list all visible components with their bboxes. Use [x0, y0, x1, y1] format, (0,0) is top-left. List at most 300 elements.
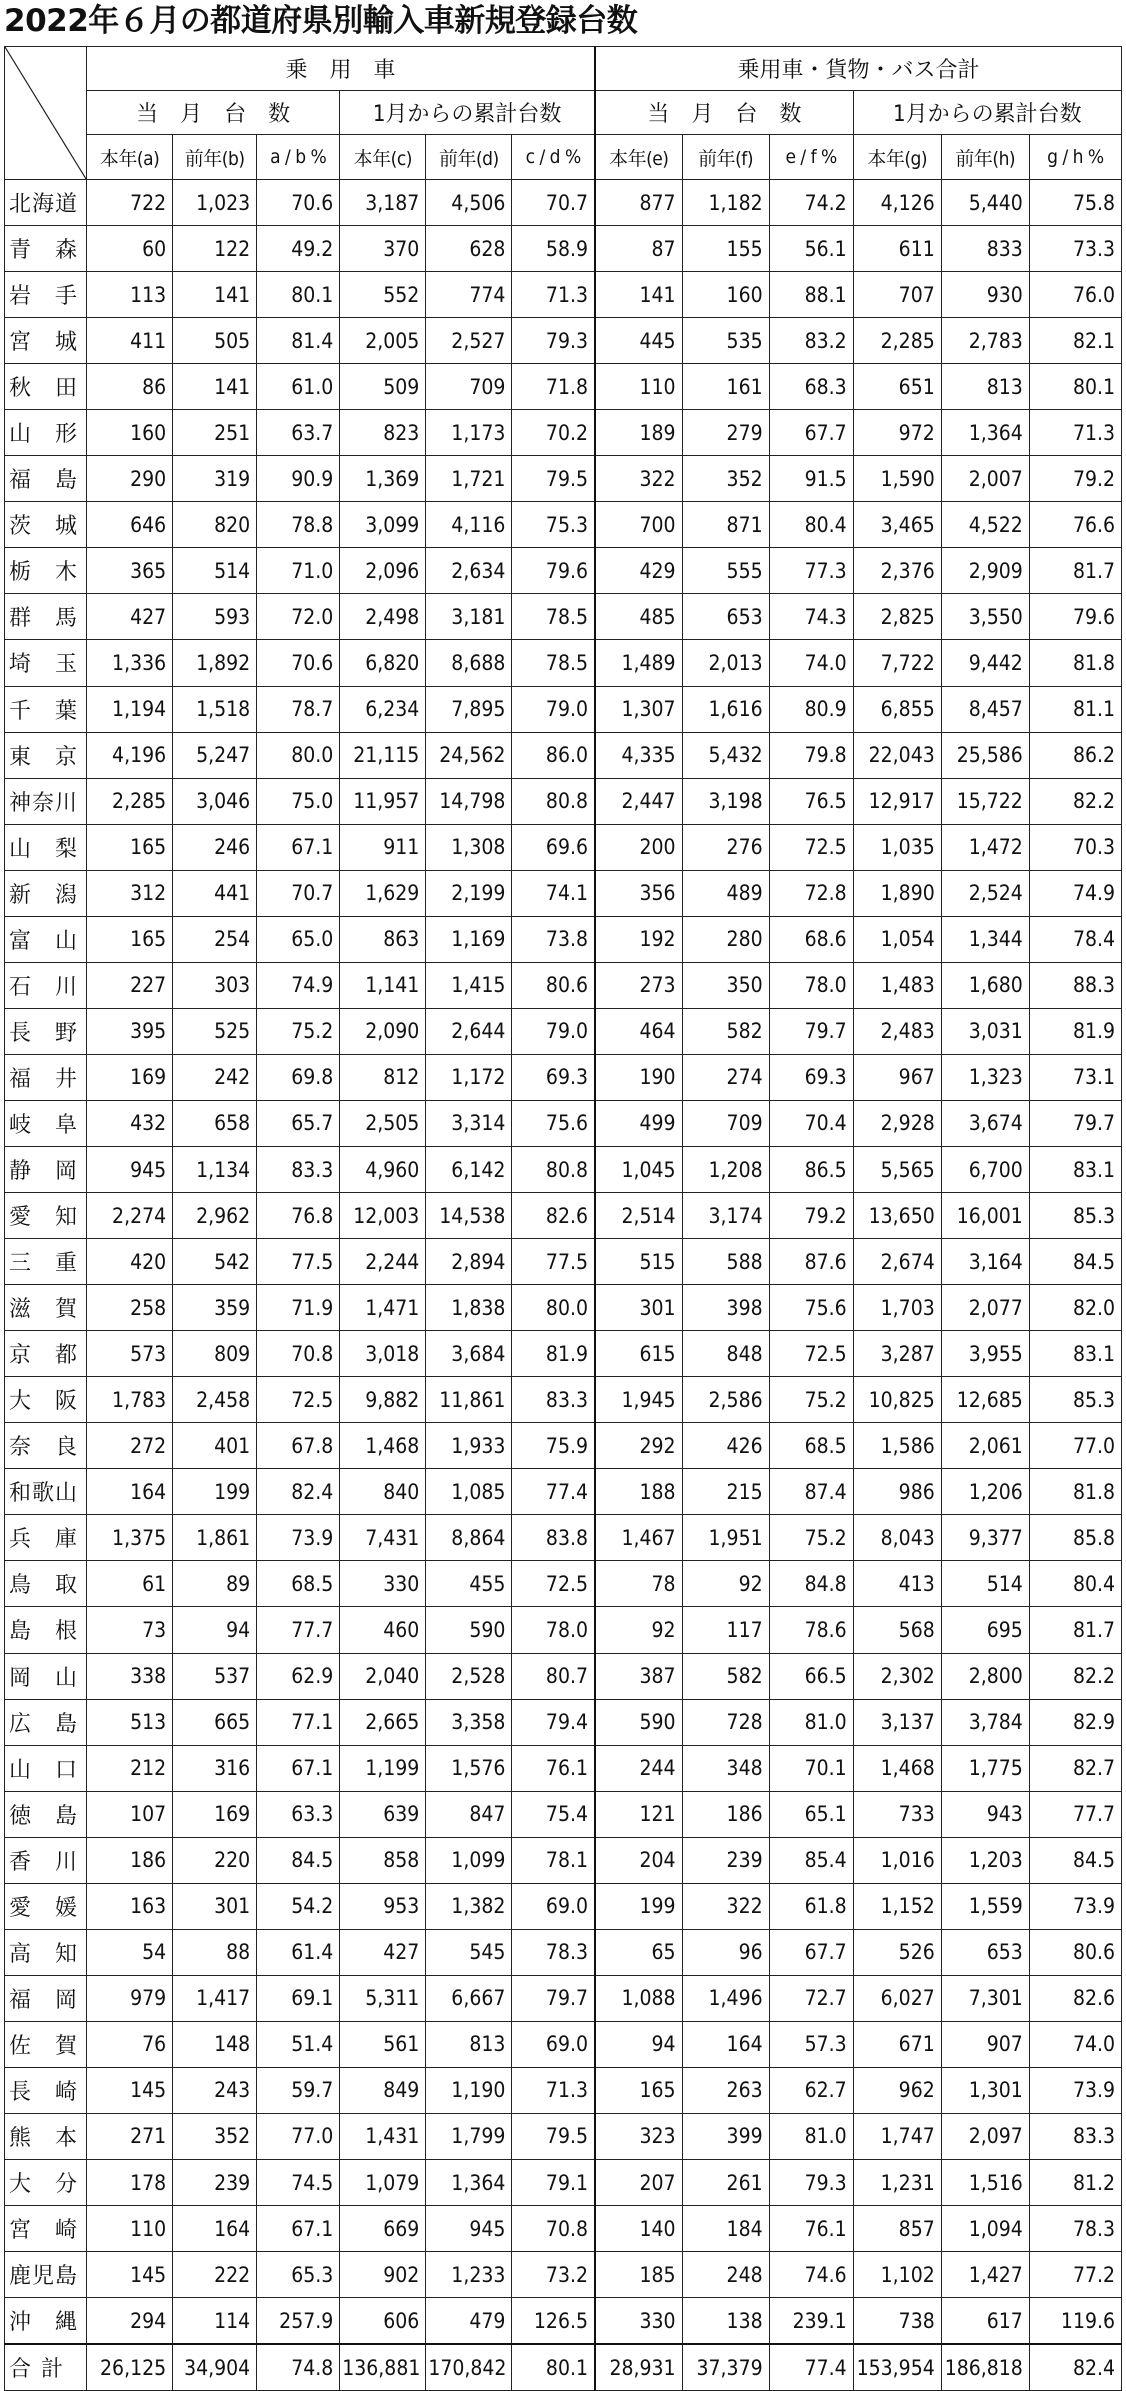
prefecture-cell: 大 分 — [5, 2160, 87, 2206]
value-cell: 74.9 — [1029, 870, 1121, 916]
value-cell: 82.2 — [1029, 1653, 1121, 1699]
value-cell: 728 — [682, 1699, 769, 1745]
value-cell: 1,364 — [941, 410, 1029, 456]
prefecture-cell: 山 口 — [5, 1745, 87, 1791]
value-cell: 79.0 — [512, 1008, 595, 1054]
value-cell: 1,890 — [853, 870, 941, 916]
value-cell: 1,431 — [340, 2113, 426, 2159]
value-cell: 88 — [173, 1929, 257, 1975]
value-cell: 80.9 — [769, 686, 853, 732]
value-cell: 1,415 — [426, 962, 512, 1008]
value-cell: 426 — [682, 1423, 769, 1469]
value-cell: 74.0 — [1029, 2021, 1121, 2067]
value-cell: 294 — [87, 2298, 173, 2345]
value-cell: 395 — [87, 1008, 173, 1054]
table-row — [5, 2067, 1122, 2113]
value-cell: 1,023 — [173, 180, 257, 226]
value-cell: 83.8 — [512, 1515, 595, 1561]
value-cell: 141 — [595, 272, 682, 318]
value-cell: 290 — [87, 456, 173, 502]
value-cell: 78.3 — [512, 1929, 595, 1975]
value-cell: 69.3 — [512, 1054, 595, 1100]
value-cell: 78.8 — [257, 502, 340, 548]
value-cell: 6,855 — [853, 686, 941, 732]
value-cell: 81.8 — [1029, 640, 1121, 686]
value-cell: 1,016 — [853, 1837, 941, 1883]
value-cell: 73.1 — [1029, 1054, 1121, 1100]
prefecture-cell: 鳥 取 — [5, 1561, 87, 1607]
value-cell: 1,468 — [853, 1745, 941, 1791]
value-cell: 820 — [173, 502, 257, 548]
value-cell: 972 — [853, 410, 941, 456]
value-cell: 1,783 — [87, 1377, 173, 1423]
value-cell: 164 — [682, 2021, 769, 2067]
value-cell: 2,090 — [340, 1008, 426, 1054]
value-cell: 2,007 — [941, 456, 1029, 502]
value-cell: 8,688 — [426, 640, 512, 686]
value-cell: 1,085 — [426, 1469, 512, 1515]
value-cell: 1,951 — [682, 1515, 769, 1561]
prefecture-cell: 静 岡 — [5, 1146, 87, 1192]
column-header: g / h % — [1029, 135, 1121, 180]
value-cell: 590 — [426, 1607, 512, 1653]
value-cell: 582 — [682, 1008, 769, 1054]
value-cell: 163 — [87, 1883, 173, 1929]
value-cell: 69.3 — [769, 1054, 853, 1100]
value-cell: 94 — [595, 2021, 682, 2067]
value-cell: 220 — [173, 1837, 257, 1883]
value-cell: 78.7 — [257, 686, 340, 732]
value-cell: 3,046 — [173, 778, 257, 824]
value-cell: 74.6 — [769, 2252, 853, 2298]
value-cell: 967 — [853, 1054, 941, 1100]
value-cell: 271 — [87, 2113, 173, 2159]
table-row — [5, 1285, 1122, 1331]
value-cell: 82.4 — [257, 1469, 340, 1515]
value-cell: 70.8 — [512, 2206, 595, 2252]
table-row — [5, 548, 1122, 594]
column-header: 前年(b) — [173, 135, 257, 180]
value-cell: 2,097 — [941, 2113, 1029, 2159]
table-row — [5, 870, 1122, 916]
table-row — [5, 2206, 1122, 2252]
value-cell: 552 — [340, 272, 426, 318]
value-cell: 67.1 — [257, 824, 340, 870]
value-cell: 81.9 — [512, 1331, 595, 1377]
value-cell: 1,035 — [853, 824, 941, 870]
value-cell: 79.3 — [512, 318, 595, 364]
value-cell: 1,861 — [173, 1515, 257, 1561]
value-cell: 1,933 — [426, 1423, 512, 1469]
value-cell: 6,142 — [426, 1146, 512, 1192]
value-cell: 73.9 — [257, 1515, 340, 1561]
value-cell: 3,287 — [853, 1331, 941, 1377]
value-cell: 34,904 — [173, 2344, 257, 2391]
value-cell: 75.4 — [512, 1791, 595, 1837]
value-cell: 2,302 — [853, 1653, 941, 1699]
value-cell: 90.9 — [257, 456, 340, 502]
value-cell: 79.7 — [769, 1008, 853, 1054]
value-cell: 1,375 — [87, 1515, 173, 1561]
value-cell: 189 — [595, 410, 682, 456]
value-cell: 54.2 — [257, 1883, 340, 1929]
value-cell: 212 — [87, 1745, 173, 1791]
value-cell: 76.1 — [769, 2206, 853, 2252]
value-cell: 82.9 — [1029, 1699, 1121, 1745]
prefecture-cell: 群 馬 — [5, 594, 87, 640]
value-cell: 1,152 — [853, 1883, 941, 1929]
value-cell: 141 — [173, 364, 257, 410]
value-cell: 71.3 — [512, 272, 595, 318]
value-cell: 49.2 — [257, 226, 340, 272]
value-cell: 427 — [340, 1929, 426, 1975]
value-cell: 7,301 — [941, 1975, 1029, 2021]
value-cell: 79.5 — [512, 2113, 595, 2159]
value-cell: 813 — [426, 2021, 512, 2067]
value-cell: 199 — [173, 1469, 257, 1515]
value-cell: 65 — [595, 1929, 682, 1975]
value-cell: 254 — [173, 916, 257, 962]
value-cell: 1,586 — [853, 1423, 941, 1469]
value-cell: 22,043 — [853, 732, 941, 778]
column-header: 本年(c) — [340, 135, 426, 180]
value-cell: 85.3 — [1029, 1377, 1121, 1423]
value-cell: 1,199 — [340, 1745, 426, 1791]
value-cell: 257.9 — [257, 2298, 340, 2345]
value-cell: 75.2 — [769, 1515, 853, 1561]
value-cell: 80.0 — [257, 732, 340, 778]
value-cell: 12,003 — [340, 1193, 426, 1239]
value-cell: 857 — [853, 2206, 941, 2252]
value-cell: 161 — [682, 364, 769, 410]
value-cell: 962 — [853, 2067, 941, 2113]
value-cell: 76.6 — [1029, 502, 1121, 548]
value-cell: 81.7 — [1029, 548, 1121, 594]
value-cell: 67.1 — [257, 1745, 340, 1791]
value-cell: 67.8 — [257, 1423, 340, 1469]
prefecture-cell: 福 井 — [5, 1054, 87, 1100]
value-cell: 75.6 — [769, 1285, 853, 1331]
value-cell: 82.6 — [512, 1193, 595, 1239]
value-cell: 67.7 — [769, 1929, 853, 1975]
value-cell: 420 — [87, 1239, 173, 1285]
value-cell: 330 — [340, 1561, 426, 1607]
value-cell: 979 — [87, 1975, 173, 2021]
value-cell: 653 — [941, 1929, 1029, 1975]
table-row — [5, 1745, 1122, 1791]
prefecture-cell: 島 根 — [5, 1607, 87, 1653]
value-cell: 593 — [173, 594, 257, 640]
value-cell: 68.5 — [257, 1561, 340, 1607]
value-cell: 1,721 — [426, 456, 512, 502]
value-cell: 85.4 — [769, 1837, 853, 1883]
value-cell: 445 — [595, 318, 682, 364]
table-row — [5, 410, 1122, 456]
value-cell: 4,960 — [340, 1146, 426, 1192]
value-cell: 848 — [682, 1331, 769, 1377]
value-cell: 14,538 — [426, 1193, 512, 1239]
table-row — [5, 318, 1122, 364]
value-cell: 322 — [595, 456, 682, 502]
value-cell: 165 — [595, 2067, 682, 2113]
group-header-all-vehicles: 乗用車・貨物・バス合計 — [595, 47, 1122, 91]
value-cell: 148 — [173, 2021, 257, 2067]
value-cell: 79.4 — [512, 1699, 595, 1745]
value-cell: 73.8 — [512, 916, 595, 962]
value-cell: 312 — [87, 870, 173, 916]
value-cell: 464 — [595, 1008, 682, 1054]
value-cell: 72.7 — [769, 1975, 853, 2021]
value-cell: 573 — [87, 1331, 173, 1377]
value-cell: 537 — [173, 1653, 257, 1699]
prefecture-cell: 三 重 — [5, 1239, 87, 1285]
value-cell: 301 — [595, 1285, 682, 1331]
value-cell: 1,747 — [853, 2113, 941, 2159]
value-cell: 2,909 — [941, 548, 1029, 594]
value-cell: 63.7 — [257, 410, 340, 456]
value-cell: 3,314 — [426, 1100, 512, 1146]
value-cell: 555 — [682, 548, 769, 594]
value-cell: 62.9 — [257, 1653, 340, 1699]
prefecture-cell: 大 阪 — [5, 1377, 87, 1423]
table-row — [5, 1699, 1122, 1745]
value-cell: 78.1 — [512, 1837, 595, 1883]
table-row — [5, 1146, 1122, 1192]
value-cell: 71.3 — [512, 2067, 595, 2113]
table-row — [5, 1515, 1122, 1561]
value-cell: 4,126 — [853, 180, 941, 226]
value-cell: 73.3 — [1029, 226, 1121, 272]
value-cell: 2,498 — [340, 594, 426, 640]
value-cell: 69.0 — [512, 2021, 595, 2067]
table-row — [5, 1653, 1122, 1699]
value-cell: 246 — [173, 824, 257, 870]
value-cell: 84.5 — [1029, 1239, 1121, 1285]
value-cell: 3,181 — [426, 594, 512, 640]
value-cell: 84.8 — [769, 1561, 853, 1607]
value-cell: 319 — [173, 456, 257, 502]
prefecture-cell: 鹿児島 — [5, 2252, 87, 2298]
table-row — [5, 916, 1122, 962]
value-cell: 74.3 — [769, 594, 853, 640]
value-cell: 80.6 — [1029, 1929, 1121, 1975]
value-cell: 953 — [340, 1883, 426, 1929]
prefecture-cell: 石 川 — [5, 962, 87, 1008]
value-cell: 80.4 — [1029, 1561, 1121, 1607]
value-cell: 258 — [87, 1285, 173, 1331]
value-cell: 71.0 — [257, 548, 340, 594]
prefecture-cell: 宮 城 — [5, 318, 87, 364]
table-row — [5, 640, 1122, 686]
value-cell: 73.9 — [1029, 1883, 1121, 1929]
value-cell: 1,336 — [87, 640, 173, 686]
table-row — [5, 226, 1122, 272]
value-cell: 3,465 — [853, 502, 941, 548]
value-cell: 78.0 — [769, 962, 853, 1008]
value-cell: 8,457 — [941, 686, 1029, 732]
value-cell: 1,308 — [426, 824, 512, 870]
value-cell: 505 — [173, 318, 257, 364]
value-cell: 79.2 — [1029, 456, 1121, 502]
value-cell: 485 — [595, 594, 682, 640]
table-row — [5, 2021, 1122, 2067]
value-cell: 303 — [173, 962, 257, 1008]
value-cell: 352 — [682, 456, 769, 502]
value-cell: 809 — [173, 1331, 257, 1377]
prefecture-cell: 青 森 — [5, 226, 87, 272]
value-cell: 911 — [340, 824, 426, 870]
value-cell: 3,955 — [941, 1331, 1029, 1377]
value-cell: 79.1 — [512, 2160, 595, 2206]
value-cell: 2,376 — [853, 548, 941, 594]
value-cell: 78.0 — [512, 1607, 595, 1653]
value-cell: 427 — [87, 594, 173, 640]
value-cell: 1,099 — [426, 1837, 512, 1883]
prefecture-cell: 山 形 — [5, 410, 87, 456]
value-cell: 21,115 — [340, 732, 426, 778]
value-cell: 877 — [595, 180, 682, 226]
value-cell: 945 — [426, 2206, 512, 2252]
value-cell: 4,522 — [941, 502, 1029, 548]
value-cell: 75.2 — [257, 1008, 340, 1054]
value-cell: 2,447 — [595, 778, 682, 824]
prefecture-cell: 北海道 — [5, 180, 87, 226]
value-cell: 82.7 — [1029, 1745, 1121, 1791]
value-cell: 80.8 — [512, 778, 595, 824]
value-cell: 73 — [87, 1607, 173, 1653]
value-cell: 499 — [595, 1100, 682, 1146]
value-cell: 2,674 — [853, 1239, 941, 1285]
value-cell: 71.9 — [257, 1285, 340, 1331]
value-cell: 76.1 — [512, 1745, 595, 1791]
value-cell: 3,358 — [426, 1699, 512, 1745]
value-cell: 80.4 — [769, 502, 853, 548]
value-cell: 155 — [682, 226, 769, 272]
value-cell: 87 — [595, 226, 682, 272]
value-cell: 72.5 — [512, 1561, 595, 1607]
value-cell: 72.5 — [257, 1377, 340, 1423]
value-cell: 5,565 — [853, 1146, 941, 1192]
value-cell: 2,825 — [853, 594, 941, 640]
value-cell: 186 — [682, 1791, 769, 1837]
value-cell: 2,005 — [340, 318, 426, 364]
value-cell: 1,576 — [426, 1745, 512, 1791]
value-cell: 81.0 — [769, 2113, 853, 2159]
value-cell: 316 — [173, 1745, 257, 1791]
value-cell: 2,962 — [173, 1193, 257, 1239]
value-cell: 178 — [87, 2160, 173, 2206]
value-cell: 1,094 — [941, 2206, 1029, 2252]
value-cell: 239 — [173, 2160, 257, 2206]
value-cell: 2,527 — [426, 318, 512, 364]
value-cell: 77.5 — [512, 1239, 595, 1285]
value-cell: 204 — [595, 1837, 682, 1883]
value-cell: 2,928 — [853, 1100, 941, 1146]
value-cell: 460 — [340, 1607, 426, 1653]
value-cell: 77.1 — [257, 1699, 340, 1745]
value-cell: 165 — [87, 916, 173, 962]
value-cell: 80.1 — [1029, 364, 1121, 410]
value-cell: 1,892 — [173, 640, 257, 686]
prefecture-cell: 愛 知 — [5, 1193, 87, 1239]
value-cell: 83.3 — [512, 1377, 595, 1423]
value-cell: 78.4 — [1029, 916, 1121, 962]
value-cell: 2,528 — [426, 1653, 512, 1699]
value-cell: 7,722 — [853, 640, 941, 686]
value-cell: 69.8 — [257, 1054, 340, 1100]
value-cell: 74.5 — [257, 2160, 340, 2206]
value-cell: 1,590 — [853, 456, 941, 502]
value-cell: 348 — [682, 1745, 769, 1791]
value-cell: 628 — [426, 226, 512, 272]
value-cell: 1,467 — [595, 1515, 682, 1561]
prefecture-cell: 宮 崎 — [5, 2206, 87, 2252]
value-cell: 83.1 — [1029, 1331, 1121, 1377]
value-cell: 722 — [87, 180, 173, 226]
value-cell: 57.3 — [769, 2021, 853, 2067]
value-cell: 69.6 — [512, 824, 595, 870]
prefecture-cell: 熊 本 — [5, 2113, 87, 2159]
value-cell: 222 — [173, 2252, 257, 2298]
value-cell: 153,954 — [853, 2344, 941, 2391]
value-cell: 1,629 — [340, 870, 426, 916]
value-cell: 67.7 — [769, 410, 853, 456]
prefecture-cell: 香 川 — [5, 1837, 87, 1883]
value-cell: 6,820 — [340, 640, 426, 686]
value-cell: 80.7 — [512, 1653, 595, 1699]
value-cell: 80.0 — [512, 1285, 595, 1331]
value-cell: 6,667 — [426, 1975, 512, 2021]
value-cell: 51.4 — [257, 2021, 340, 2067]
subheader-cumulative: 1月からの累計台数 — [340, 91, 595, 135]
value-cell: 73.2 — [512, 2252, 595, 2298]
value-cell: 441 — [173, 870, 257, 916]
value-cell: 387 — [595, 1653, 682, 1699]
value-cell: 359 — [173, 1285, 257, 1331]
value-cell: 79.2 — [769, 1193, 853, 1239]
value-cell: 509 — [340, 364, 426, 410]
value-cell: 164 — [173, 2206, 257, 2252]
value-cell: 2,013 — [682, 640, 769, 686]
value-cell: 71.8 — [512, 364, 595, 410]
value-cell: 58.9 — [512, 226, 595, 272]
value-cell: 74.8 — [257, 2344, 340, 2391]
value-cell: 69.0 — [512, 1883, 595, 1929]
value-cell: 96 — [682, 1929, 769, 1975]
value-cell: 709 — [682, 1100, 769, 1146]
value-cell: 76.0 — [1029, 272, 1121, 318]
value-cell: 78.3 — [1029, 2206, 1121, 2252]
value-cell: 69.1 — [257, 1975, 340, 2021]
value-cell: 66.5 — [769, 1653, 853, 1699]
value-cell: 515 — [595, 1239, 682, 1285]
prefecture-cell: 埼 玉 — [5, 640, 87, 686]
value-cell: 2,096 — [340, 548, 426, 594]
value-cell: 738 — [853, 2298, 941, 2345]
prefecture-cell: 奈 良 — [5, 1423, 87, 1469]
value-cell: 14,798 — [426, 778, 512, 824]
prefecture-cell: 佐 賀 — [5, 2021, 87, 2067]
value-cell: 272 — [87, 1423, 173, 1469]
value-cell: 1,172 — [426, 1054, 512, 1100]
value-cell: 7,895 — [426, 686, 512, 732]
value-cell: 514 — [173, 548, 257, 594]
table-row — [5, 180, 1122, 226]
value-cell: 5,247 — [173, 732, 257, 778]
value-cell: 107 — [87, 1791, 173, 1837]
value-cell: 75.6 — [512, 1100, 595, 1146]
value-cell: 77.2 — [1029, 2252, 1121, 2298]
